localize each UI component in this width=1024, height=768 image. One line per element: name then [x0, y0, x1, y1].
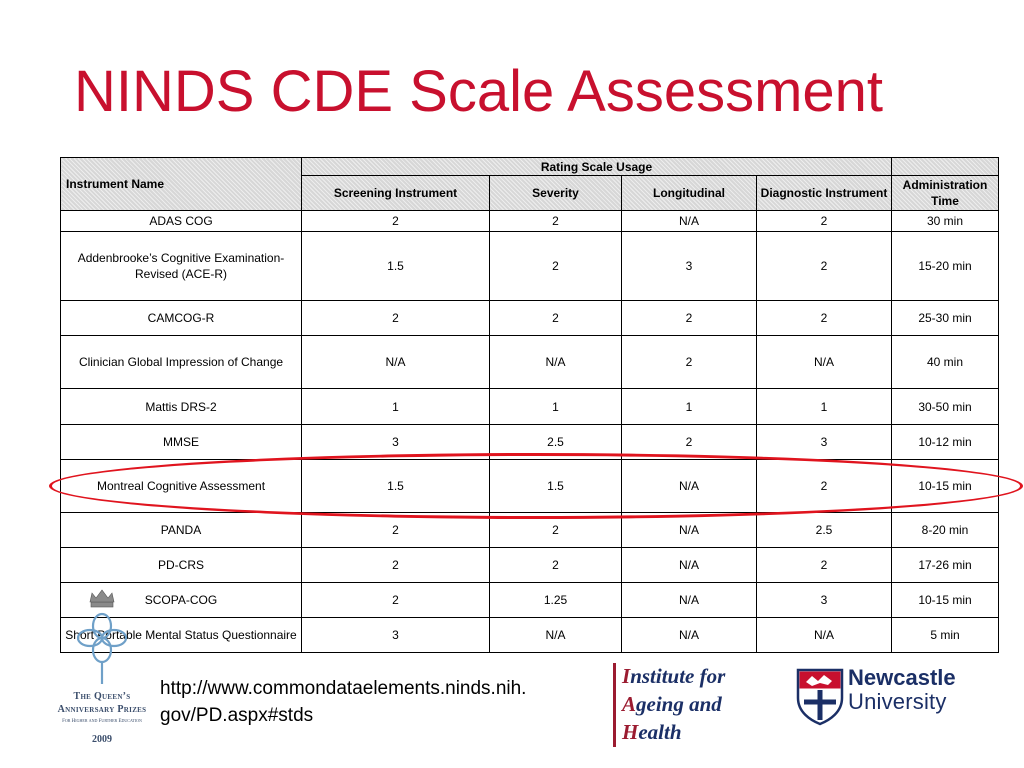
header-instrument-name: Instrument Name [61, 158, 302, 211]
instrument-name-cell: PANDA [61, 513, 302, 548]
severity-cell: N/A [490, 336, 622, 389]
screening-cell: 2 [302, 583, 490, 618]
prize-line1: The Queen’s Anniversary Prizes [57, 691, 147, 715]
instrument-name-cell: Addenbrooke’s Cognitive Examination-Revised (ACE-R) [61, 232, 302, 301]
diagnostic-cell: 2 [757, 301, 892, 336]
institute-cap-3: H [622, 720, 639, 744]
instrument-name-cell: Mattis DRS-2 [61, 389, 302, 425]
table-row [61, 583, 999, 618]
header-longitudinal: Longitudinal [622, 176, 757, 211]
screening-cell: 3 [302, 425, 490, 460]
diagnostic-cell: 3 [757, 425, 892, 460]
newcastle-name-line1: Newcastle [848, 665, 956, 690]
instrument-name-cell: SCOPA-COG [61, 583, 302, 618]
header-diagnostic-instrument: Diagnostic Instrument [757, 176, 892, 211]
source-url[interactable]: http://www.commondataelements.ninds.nih. gov/PD.aspx#stds [160, 678, 527, 726]
time-cell: 40 min [892, 336, 999, 389]
screening-cell: 1.5 [302, 460, 490, 513]
severity-cell: 2 [490, 232, 622, 301]
header-administration-time: Administration Time [892, 176, 999, 211]
longitudinal-cell: N/A [622, 211, 757, 232]
institute-rest-1: nstitute for [630, 664, 726, 688]
severity-cell: 2 [490, 301, 622, 336]
longitudinal-cell: N/A [622, 460, 757, 513]
time-cell: 5 min [892, 618, 999, 653]
time-cell: 10-15 min [892, 583, 999, 618]
screening-cell: 1 [302, 389, 490, 425]
prize-line2: For Higher and Further Education [62, 719, 142, 724]
longitudinal-cell: N/A [622, 513, 757, 548]
header-severity: Severity [490, 176, 622, 211]
instrument-name-cell: CAMCOG-R [61, 301, 302, 336]
instrument-name-cell: Montreal Cognitive Assessment [61, 460, 302, 513]
screening-cell: 2 [302, 548, 490, 583]
institute-rest-2: geing and [636, 692, 722, 716]
screening-cell: 3 [302, 618, 490, 653]
severity-cell: 1.25 [490, 583, 622, 618]
screening-cell: 2 [302, 211, 490, 232]
instrument-name-cell: Clinician Global Impression of Change [61, 336, 302, 389]
longitudinal-cell: 3 [622, 232, 757, 301]
severity-cell: 1 [490, 389, 622, 425]
diagnostic-cell: 2 [757, 232, 892, 301]
table-row [61, 389, 999, 425]
diagnostic-cell: 2.5 [757, 513, 892, 548]
screening-cell: N/A [302, 336, 490, 389]
severity-cell: N/A [490, 618, 622, 653]
time-cell: 10-12 min [892, 425, 999, 460]
instrument-name-cell: PD-CRS [61, 548, 302, 583]
institute-logo-bar [613, 663, 616, 747]
table-row [61, 548, 999, 583]
diagnostic-cell: 3 [757, 583, 892, 618]
severity-cell: 1.5 [490, 460, 622, 513]
time-cell: 25-30 min [892, 301, 999, 336]
table-row [61, 425, 999, 460]
severity-cell: 2.5 [490, 425, 622, 460]
longitudinal-cell: 2 [622, 425, 757, 460]
institute-rest-3: ealth [638, 720, 682, 744]
table-row [61, 513, 999, 548]
table-header [61, 158, 999, 211]
severity-cell: 2 [490, 513, 622, 548]
table-row [61, 211, 999, 232]
time-cell: 17-26 min [892, 548, 999, 583]
institute-logo [622, 662, 725, 746]
header-rating-scale-usage: Rating Scale Usage [302, 158, 892, 176]
screening-cell: 2 [302, 513, 490, 548]
header-screening-instrument: Screening Instrument [302, 176, 490, 211]
longitudinal-cell: N/A [622, 583, 757, 618]
newcastle-name-line2: University [848, 689, 947, 714]
instrument-name-cell: Short Portable Mental Status Questionnaire [61, 618, 302, 653]
table-row [61, 301, 999, 336]
crown-icon [90, 590, 114, 607]
table-row [61, 232, 999, 301]
diagnostic-cell: N/A [757, 618, 892, 653]
time-cell: 30-50 min [892, 389, 999, 425]
diagnostic-cell: 2 [757, 460, 892, 513]
diagnostic-cell: 1 [757, 389, 892, 425]
diagnostic-cell: N/A [757, 336, 892, 389]
table-row [61, 618, 999, 653]
time-cell: 8-20 min [892, 513, 999, 548]
longitudinal-cell: 2 [622, 301, 757, 336]
queens-prize-caption [46, 690, 158, 745]
severity-cell: 2 [490, 548, 622, 583]
newcastle-shield-icon [796, 668, 844, 726]
table-body [61, 211, 999, 653]
table-row [61, 460, 999, 513]
ribbon-emblem-icon [78, 614, 126, 684]
longitudinal-cell: 1 [622, 389, 757, 425]
diagnostic-cell: 2 [757, 211, 892, 232]
diagnostic-cell: 2 [757, 548, 892, 583]
slide-title: NINDS CDE Scale Assessment [74, 59, 884, 124]
longitudinal-cell: 2 [622, 336, 757, 389]
instrument-name-cell: MMSE [61, 425, 302, 460]
institute-cap-2: A [622, 692, 637, 716]
prize-year: 2009 [92, 734, 112, 745]
time-cell: 15-20 min [892, 232, 999, 301]
longitudinal-cell: N/A [622, 548, 757, 583]
institute-cap-1: I [622, 664, 631, 688]
screening-cell: 2 [302, 301, 490, 336]
time-cell: 30 min [892, 211, 999, 232]
instrument-name-cell: ADAS COG [61, 211, 302, 232]
severity-cell: 2 [490, 211, 622, 232]
table-row [61, 336, 999, 389]
header-blank [892, 158, 999, 176]
longitudinal-cell: N/A [622, 618, 757, 653]
screening-cell: 1.5 [302, 232, 490, 301]
newcastle-university-logo [848, 666, 956, 714]
time-cell: 10-15 min [892, 460, 999, 513]
cde-scale-table [60, 157, 999, 653]
